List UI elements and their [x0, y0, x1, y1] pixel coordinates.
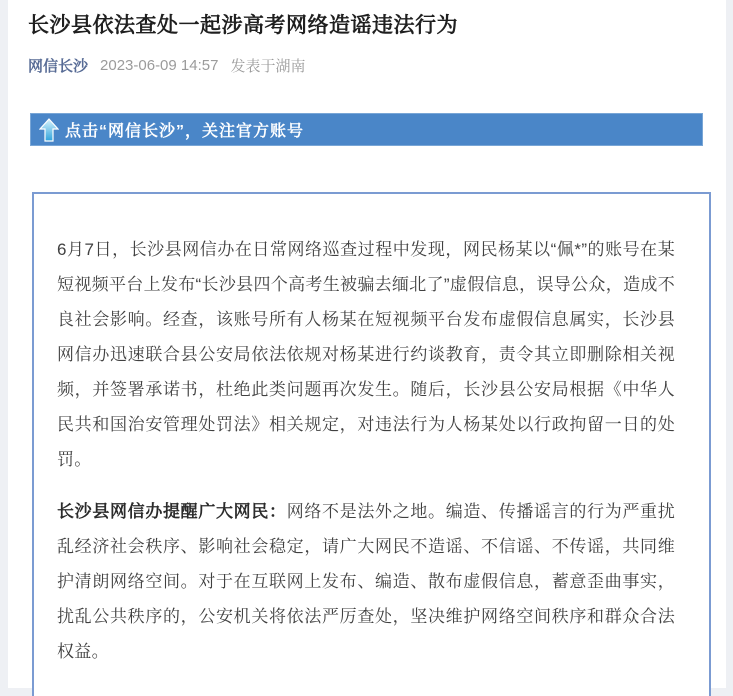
up-arrow-icon	[38, 118, 60, 142]
publish-timestamp: 2023-06-09 14:57	[100, 57, 219, 75]
body-paragraph-2	[57, 494, 675, 669]
page-title: 长沙县依法查处一起涉高考网络造谣违法行为	[28, 14, 458, 37]
body-paragraph-1: 6月7日，长沙县网信办在日常网络巡查过程中发现，网民杨某以“佩*”的账号在某短视频平台上发布“长沙县四个高考生被骗去缅北了”虚假信息，误导公众，造成不良社会影响。经查，该账号所有人杨某在短视频平台发布虚假信息属实，长沙县网信办迅速联合县公安局依法依规对杨某进行约谈教育，责令其立即删除相关视频，并签署承诺书，杜绝此类问题再次发生。随后，长沙县公安局根据《中华人民共和国治安管理处罚法》相关规定，对违法行为人杨某处以行政拘留一日的处罚。	[57, 240, 675, 470]
byline	[28, 55, 726, 76]
publish-location: 发表于湖南	[230, 58, 306, 76]
paragraph2-body: 网络不是法外之地。编造、传播谣言的行为严重扰乱经济社会秩序、影响社会稳定，请广大网民不造谣、不信谣、不传谣，共同维护清朗网络空间。对于在互联网上发布、编造、散布虚假信息，蓄意歪曲事实，扰乱公共秩序的，公安机关将依法严厉查处，坚决维护网络空间秩序和群众合法权益。	[57, 502, 675, 662]
account-name-link[interactable]: 网信长沙	[28, 58, 89, 76]
follow-banner-label: 点击“网信长沙”，关注官方账号	[65, 123, 305, 141]
article-card	[8, 0, 726, 688]
article-body-box	[32, 192, 711, 696]
follow-banner[interactable]	[30, 113, 703, 146]
paragraph2-lead: 长沙县网信办提醒广大网民：	[57, 502, 287, 522]
